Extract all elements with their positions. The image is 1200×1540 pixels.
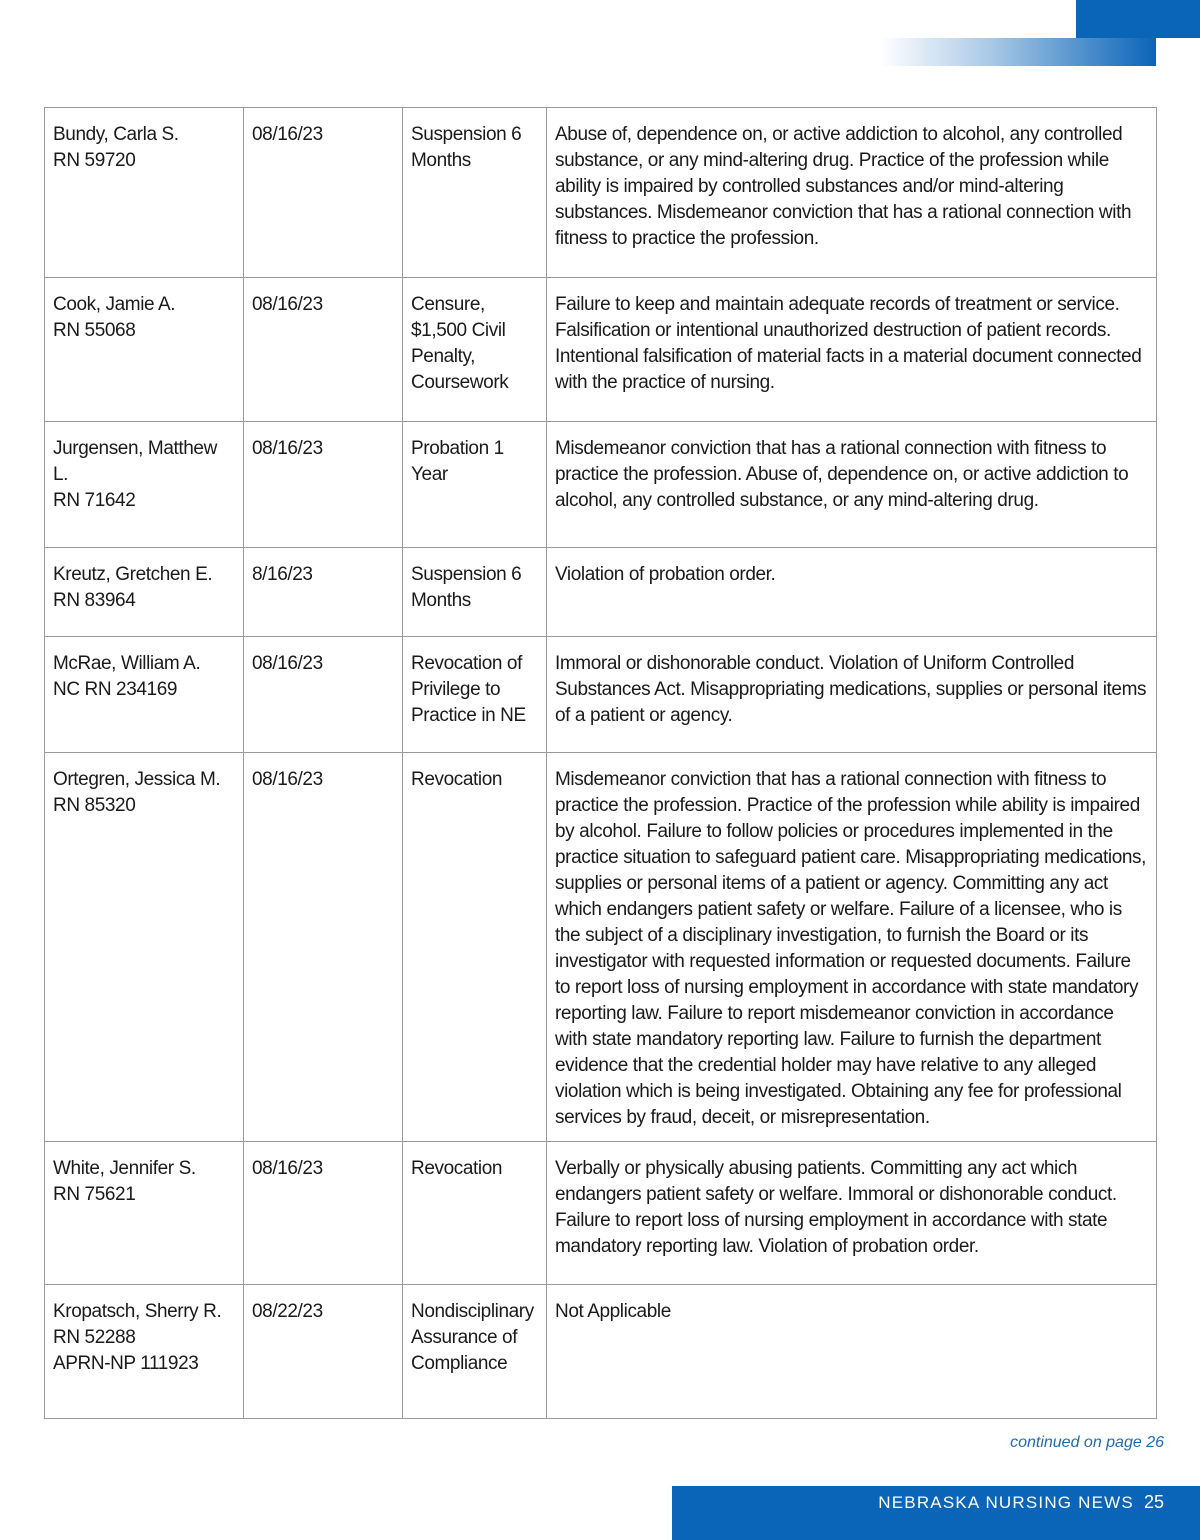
disciplinary-actions-table-wrapper (44, 107, 1157, 1419)
licensee-cell (45, 548, 244, 637)
date-cell: 08/16/23 (244, 1142, 403, 1285)
action-cell: Revocation (403, 1142, 547, 1285)
licensee-cell (45, 753, 244, 1142)
action-cell: Suspension 6 Months (403, 548, 547, 637)
license-number: APRN-NP 111923 (53, 1353, 199, 1374)
table-row (45, 278, 1157, 422)
header-accent-block (1076, 0, 1200, 38)
license-number: RN 85320 (53, 795, 136, 816)
licensee-cell (45, 108, 244, 278)
table-row (45, 1142, 1157, 1285)
licensee-name: Jurgensen, Matthew L. (53, 438, 217, 485)
footer-bar (672, 1486, 1200, 1540)
action-cell: Censure, $1,500 Civil Penalty, Coursework (403, 278, 547, 422)
license-number: RN 71642 (53, 490, 136, 511)
table-row (45, 548, 1157, 637)
table-row (45, 422, 1157, 548)
licensee-name: Kropatsch, Sherry R. (53, 1301, 222, 1322)
date-cell: 08/16/23 (244, 278, 403, 422)
violation-cell: Verbally or physically abusing patients. Committing any act which endangers patient safety or welfare. Immoral or dishonorable conduct. Failure to report loss of nursing employment in accordance with state mandatory reporting law. Violation of probation order. (547, 1142, 1157, 1285)
action-cell: Revocation of Privilege to Practice in NE (403, 637, 547, 753)
licensee-cell (45, 422, 244, 548)
table-row (45, 637, 1157, 753)
licensee-name: Ortegren, Jessica M. (53, 769, 221, 790)
disciplinary-actions-table (44, 107, 1157, 1419)
date-cell: 8/16/23 (244, 548, 403, 637)
table-row (45, 108, 1157, 278)
license-number: RN 75621 (53, 1184, 136, 1205)
action-cell: Probation 1 Year (403, 422, 547, 548)
publication-name: NEBRASKA NURSING NEWS (878, 1493, 1134, 1512)
violation-cell: Misdemeanor conviction that has a rational connection with fitness to practice the profession. Abuse of, dependence on, or active addiction to alcohol, any controlled substance, or any mind-altering drug. (547, 422, 1157, 548)
date-cell: 08/22/23 (244, 1285, 403, 1419)
licensee-cell (45, 1142, 244, 1285)
license-number: RN 52288 (53, 1327, 136, 1348)
licensee-name: Kreutz, Gretchen E. (53, 564, 213, 585)
licensee-name: Cook, Jamie A. (53, 294, 176, 315)
table-row (45, 753, 1157, 1142)
page-number: 25 (1143, 1492, 1164, 1512)
license-number: RN 83964 (53, 590, 136, 611)
action-cell: Nondisciplinary Assurance of Compliance (403, 1285, 547, 1419)
licensee-name: McRae, William A. (53, 653, 201, 674)
table-row (45, 1285, 1157, 1419)
action-cell: Revocation (403, 753, 547, 1142)
violation-cell: Abuse of, dependence on, or active addiction to alcohol, any controlled substance, or any mind-altering drug. Practice of the profession while ability is impaired by controlled substances and/or mind-altering substances. Misdemeanor conviction that has a rational connection with fitness to practice the profession. (547, 108, 1157, 278)
violation-cell: Not Applicable (547, 1285, 1157, 1419)
license-number: RN 59720 (53, 150, 136, 171)
licensee-name: Bundy, Carla S. (53, 124, 179, 145)
licensee-cell (45, 278, 244, 422)
footer-text (878, 1492, 1164, 1513)
licensee-name: White, Jennifer S. (53, 1158, 196, 1179)
date-cell: 08/16/23 (244, 422, 403, 548)
license-number: RN 55068 (53, 320, 136, 341)
violation-cell: Violation of probation order. (547, 548, 1157, 637)
violation-cell: Immoral or dishonorable conduct. Violation of Uniform Controlled Substances Act. Misappropriating medications, supplies or personal items of a patient or agency. (547, 637, 1157, 753)
date-cell: 08/16/23 (244, 637, 403, 753)
action-cell: Suspension 6 Months (403, 108, 547, 278)
violation-cell: Failure to keep and maintain adequate records of treatment or service. Falsification or intentional unauthorized destruction of patient records. Intentional falsification of material facts in a material document connected with the practice of nursing. (547, 278, 1157, 422)
license-number: NC RN 234169 (53, 679, 178, 700)
licensee-cell (45, 637, 244, 753)
violation-cell: Misdemeanor conviction that has a rational connection with fitness to practice the profession. Practice of the profession while ability is impaired by alcohol. Failure to follow policies or procedures implemented in the practice situation to safeguard patient care. Misappropriating medications, supplies or personal items of a patient or agency. Committing any act which endangers patient safety or welfare. Failure of a licensee, who is the subject of a disciplinary investigation, to furnish the Board or its investigator with requested information or requested documents. Failure to report loss of nursing employment in accordance with state mandatory reporting law. Failure to report misdemeanor conviction in accordance with state mandatory reporting law. Failure to furnish the department evidence that the credential holder may have relative to any alleged violation which is being investigated. Obtaining any fee for professional services by fraud, deceit, or misrepresentation. (547, 753, 1157, 1142)
date-cell: 08/16/23 (244, 753, 403, 1142)
header-accent-gradient (880, 38, 1156, 66)
date-cell: 08/16/23 (244, 108, 403, 278)
continued-note: continued on page 26 (1010, 1434, 1164, 1451)
licensee-cell (45, 1285, 244, 1419)
